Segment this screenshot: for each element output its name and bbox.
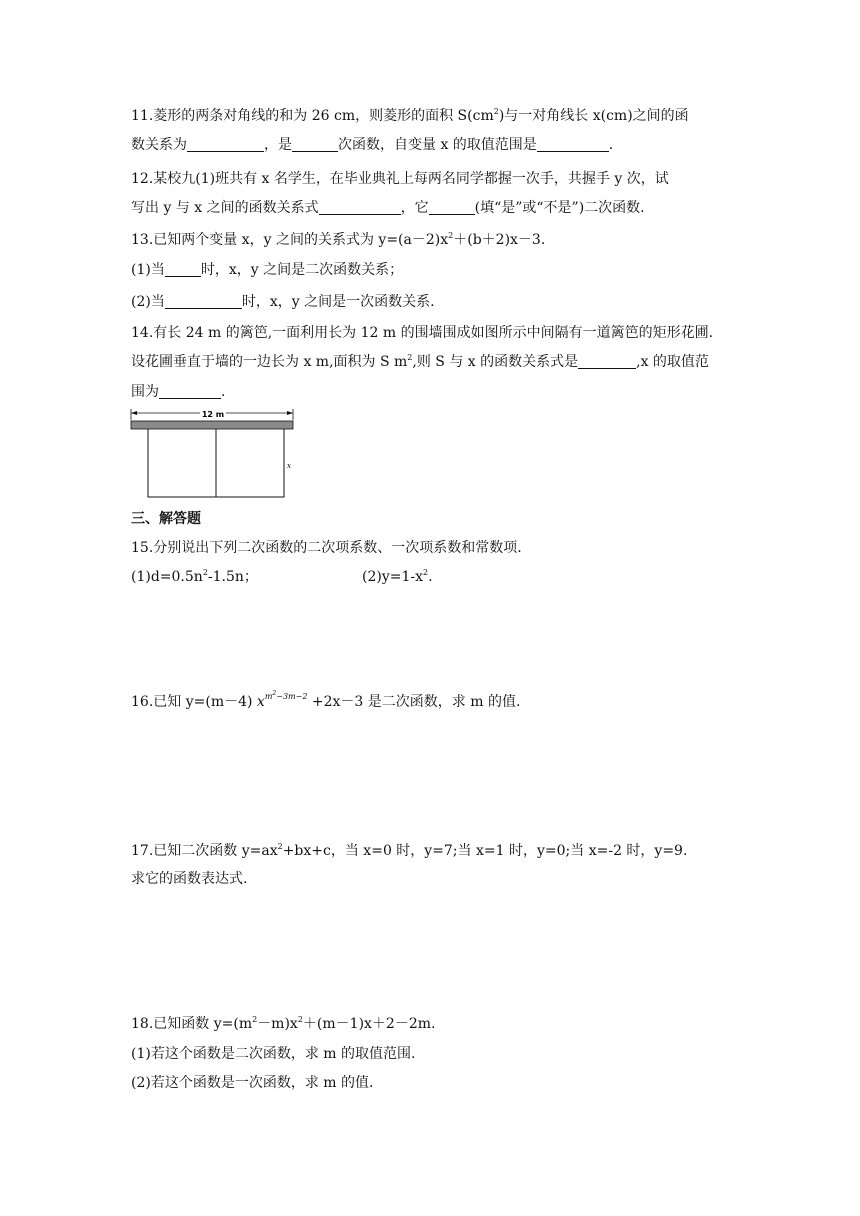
garden-figure (128, 408, 300, 502)
q18-part1: (1)若这个函数是二次函数，求 m 的取值范围. (131, 1046, 416, 1062)
answer-blank[interactable] (159, 384, 221, 399)
wall-length-label: 12 m (201, 410, 225, 419)
q13-part1: (1)当 时，x，y 之间是二次函数关系； (131, 262, 404, 278)
arrow-right-icon (287, 411, 293, 415)
q18-part2: (2)若这个函数是一次函数，求 m 的值. (131, 1075, 374, 1091)
q14-line1: 14.有长 24 m 的篱笆,一面利用长为 12 m 的围墙围成如图所示中间隔有一道篱笆的矩形花圃. (131, 325, 714, 341)
q18-line1: 18.已知函数 $y=(m^2-m)x^2+(m-1)x+2-2m$. (131, 1015, 436, 1032)
section-title: 三、解答题 (131, 511, 201, 527)
answer-blank[interactable] (578, 354, 636, 369)
wall (131, 421, 293, 429)
q13-part2: (2)当 时，x，y 之间是一次函数关系. (131, 294, 435, 310)
answer-blank[interactable] (187, 137, 264, 152)
q17-line1: 17.已知二次函数 $y=ax^2+bx+c$，当 x=0 时，y=7;当 x=1 时，y=0;当 x=-2 时，y=9. (131, 842, 688, 859)
q14-line2: 设花圃垂直于墙的一边长为 x m,面积为 S $m^2$,则 S 与 x 的函数关系式是 ,x 的取值范 (131, 353, 709, 370)
answer-blank[interactable] (537, 137, 609, 152)
q13-line1: 13.已知两个变量 x，y 之间的关系式为 $y=(a-2)x^2+(b+2)x-3$. (131, 231, 546, 248)
arrow-left-icon (131, 411, 137, 415)
q14-line3: 围为 . (131, 384, 226, 400)
q11-line1: 11.菱形的两条对角线的和为 26 cm，则菱形的面积 $S(cm^2)$与一对角线长 x(cm)之间的函 (131, 107, 689, 124)
power-expression: $x^{m^2-3m-2}$ (256, 690, 308, 710)
answer-blank[interactable] (292, 137, 338, 152)
q12-line1: 12.某校九(1)班共有 x 名学生，在毕业典礼上每两名同学都握一次手，共握手 y 次，试 (131, 171, 669, 187)
q17-line2: 求它的函数表达式. (131, 871, 248, 887)
q15-part1: $(1)d=0.5n^2-1.5n$； (131, 568, 258, 585)
q11-line2: 数关系为 ，是 次函数，自变量 x 的取值范围是 . (131, 137, 614, 153)
q16-line: 16.已知 y=(m－4) $x^{m^2-3m-2} +2x-3$ 是二次函数，求 m 的值. (131, 690, 521, 710)
answer-blank[interactable] (429, 200, 475, 215)
q12-line2: 写出 y 与 x 之间的函数关系式 ，它 (填“是”或“不是”)二次函数. (131, 200, 645, 216)
answer-blank[interactable] (165, 262, 201, 277)
q15-stem: 15.分别说出下列二次函数的二次项系数、一次项系数和常数项. (131, 540, 522, 556)
side-length-label: x (287, 462, 291, 470)
answer-blank[interactable] (319, 200, 401, 215)
q15-part2: $(2)y=1-x^2$. (362, 568, 433, 585)
answer-blank[interactable] (165, 294, 242, 309)
